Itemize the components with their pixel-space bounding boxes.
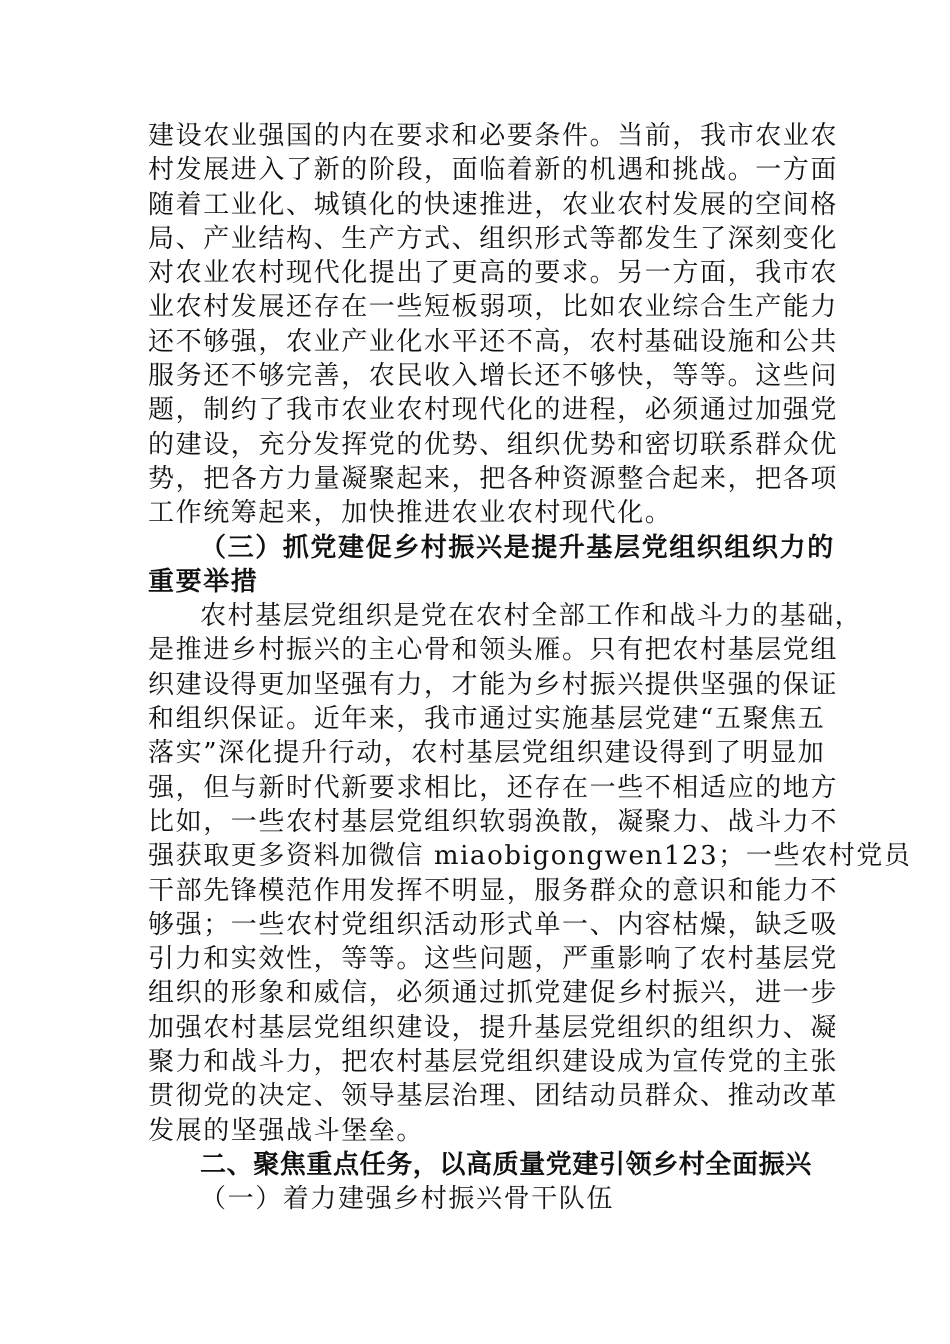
text-line: 对农业农村现代化提出了更高的要求。另一方面，我市农 — [148, 258, 839, 289]
heading-line: （三）抓党建促乡村振兴是提升基层党组织组织力的 — [200, 532, 835, 563]
text-line: 强，但与新时代新要求相比，还存在一些不相适应的地方 — [148, 772, 839, 803]
text-line: 加强农村基层党组织建设，提升基层党组织的组织力、凝 — [148, 1012, 839, 1043]
text-line: 聚力和战斗力，把农村基层党组织建设成为宣传党的主张 — [148, 1047, 839, 1078]
text-line: 还不够强，农业产业化水平还不高，农村基础设施和公共 — [148, 326, 839, 357]
text-line: 引力和实效性，等等。这些问题，严重影响了农村基层党 — [148, 944, 839, 975]
text-line: 服务还不够完善，农民收入增长还不够快，等等。这些问 — [148, 361, 839, 392]
paragraph-2 — [148, 599, 912, 1148]
heading-line: 重要举措 — [148, 566, 259, 597]
text-line: 发展的坚强战斗堡垒。 — [148, 1115, 425, 1146]
text-line: 织建设得更加坚强有力，才能为乡村振兴提供坚强的保证 — [148, 669, 839, 700]
text-line: 强获取更多资料加微信 miaobigongwen123；一些农村党员 — [148, 841, 912, 872]
text-line: 工作统筹起来，加快推进农业农村现代化。 — [148, 498, 673, 529]
text-line: 和组织保证。近年来，我市通过实施基层党建“五聚焦五 — [148, 704, 826, 735]
text-line: 贯彻党的决定、领导基层治理、团结动员群众、推动改革 — [148, 1081, 839, 1112]
text-line: 业农村发展还存在一些短板弱项，比如农业综合生产能力 — [148, 292, 839, 323]
section-heading-2: 二、聚焦重点任务，以高质量党建引领乡村全面振兴 — [200, 1149, 812, 1180]
text-line: 比如，一些农村基层党组织软弱涣散，凝聚力、战斗力不 — [148, 806, 839, 837]
text-line: 干部先锋模范作用发挥不明显，服务群众的意识和能力不 — [148, 875, 839, 906]
text-line: 势，把各方力量凝聚起来，把各种资源整合起来，把各项 — [148, 463, 839, 494]
text-line: 建设农业强国的内在要求和必要条件。当前，我市农业农 — [148, 121, 839, 151]
text-line: 题，制约了我市农业农村现代化的进程，必须通过加强党 — [148, 395, 839, 426]
section-heading-3 — [148, 531, 848, 600]
text-line: 的建设，充分发挥党的优势、组织优势和密切联系群众优 — [148, 429, 839, 460]
text-line: 村发展进入了新的阶段，面临着新的机遇和挑战。一方面 — [148, 155, 839, 186]
text-line: 组织的形象和威信，必须通过抓党建促乡村振兴，进一步 — [148, 978, 839, 1009]
document-page — [148, 119, 912, 1217]
paragraph-1 — [148, 119, 848, 531]
text-line: 农村基层党组织是党在农村全部工作和战斗力的基础， — [200, 601, 863, 632]
text-line: 随着工业化、城镇化的快速推进，农业农村发展的空间格 — [148, 189, 839, 220]
text-line: 是推进乡村振兴的主心骨和领头雁。只有把农村基层党组 — [148, 635, 839, 666]
text-line: 够强；一些农村党组织活动形式单一、内容枯燥，缺乏吸 — [148, 909, 839, 940]
text-line: 局、产业结构、生产方式、组织形式等都发生了深刻变化 — [148, 223, 839, 254]
subsection-heading: （一）着力建强乡村振兴骨干队伍 — [200, 1184, 615, 1215]
text-line: 落实”深化提升行动，农村基层党组织建设得到了明显加 — [148, 738, 826, 769]
